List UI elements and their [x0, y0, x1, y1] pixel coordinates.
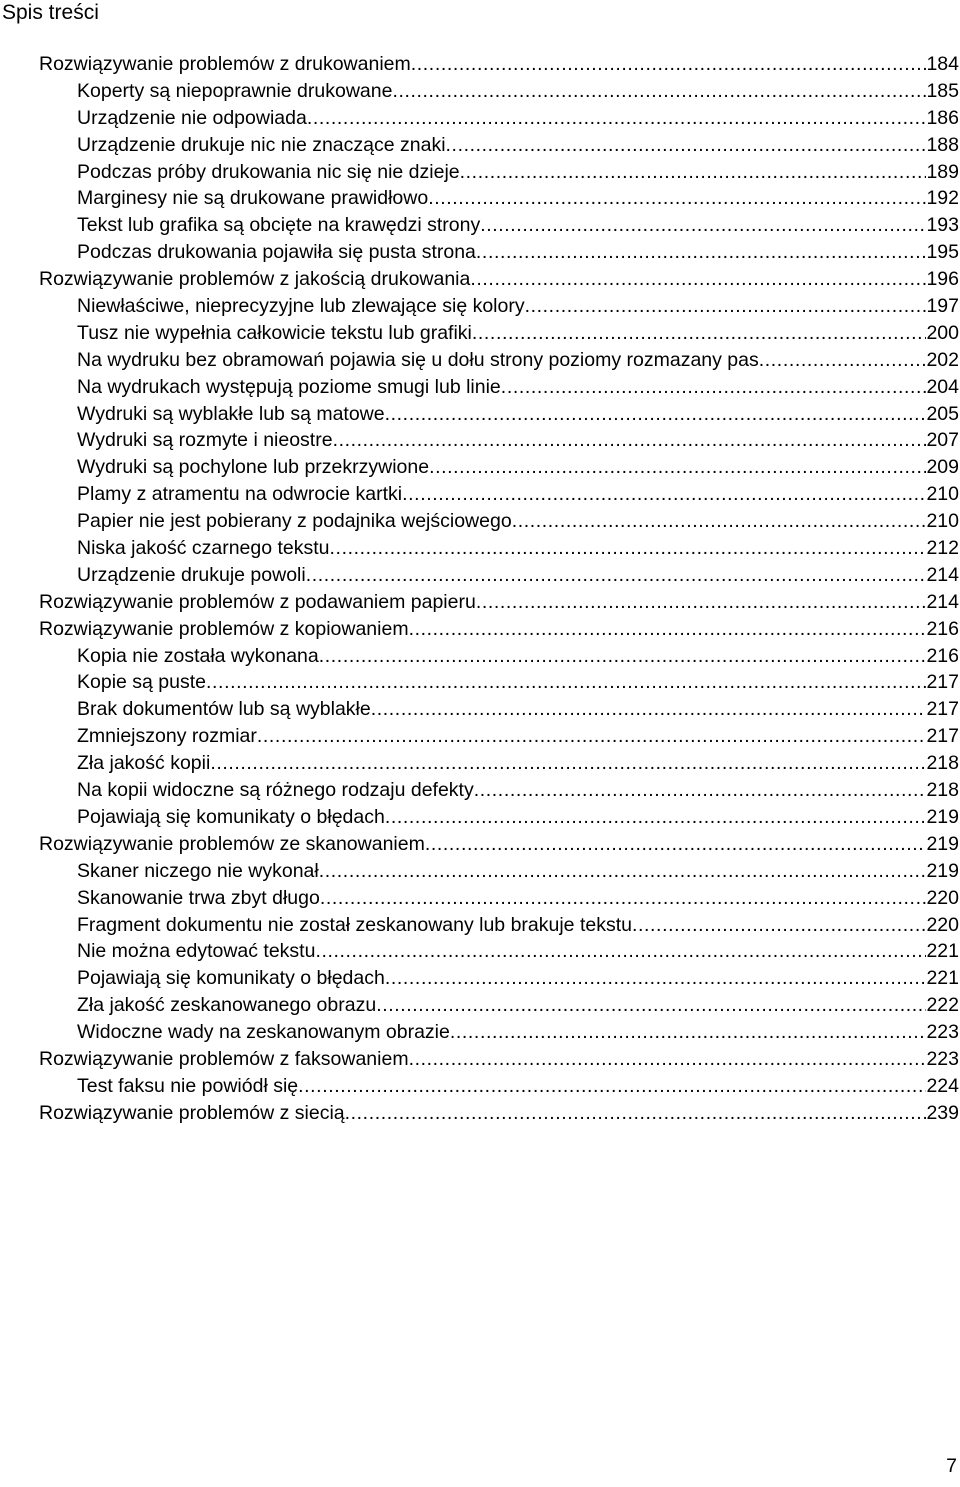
toc-subsection-link[interactable] [39, 212, 959, 239]
toc-section-link[interactable] [39, 266, 959, 293]
toc-entry-page: 217 [926, 698, 959, 721]
toc-entry-page: 218 [926, 752, 959, 775]
toc-entry-page: 221 [926, 967, 959, 990]
toc-entry-page: 205 [926, 402, 959, 425]
toc-subsection-link[interactable] [39, 239, 959, 266]
toc-entry-page: 214 [926, 590, 959, 613]
toc-subsection-link[interactable] [39, 669, 959, 696]
toc-dot-leader [474, 777, 927, 804]
toc-subsection-link[interactable] [39, 105, 959, 132]
toc-dot-leader [759, 347, 927, 374]
toc-entry-title: Rozwiązywanie problemów z faksowaniem [39, 1047, 409, 1070]
toc-entry-page: 220 [926, 913, 959, 936]
toc-entry-title: Fragment dokumentu nie został zeskanowany lub brakuje tekstu [77, 913, 632, 936]
toc-subsection-link[interactable] [39, 750, 959, 777]
toc-entry-page: 210 [926, 483, 959, 506]
toc-subsection-link[interactable] [39, 804, 959, 831]
toc-entry-title: Na wydruku bez obramowań pojawia się u dołu strony poziomy rozmazany pas [77, 348, 759, 371]
toc-entry-page: 195 [926, 241, 959, 264]
toc-subsection-link[interactable] [39, 132, 959, 159]
toc-dot-leader [480, 212, 926, 239]
toc-entry-title: Na kopii widoczne są różnego rodzaju defekty [77, 779, 474, 802]
table-of-contents [39, 51, 959, 1127]
toc-entry-title: Koperty są niepoprawnie drukowane [77, 79, 393, 102]
toc-entry-page: 224 [926, 1074, 959, 1097]
toc-section-link[interactable] [39, 1046, 959, 1073]
toc-dot-leader [411, 51, 927, 78]
toc-entry-title: Wydruki są wyblakłe lub są matowe [77, 402, 385, 425]
toc-dot-leader [476, 239, 927, 266]
toc-dot-leader [409, 1046, 927, 1073]
toc-dot-leader [525, 293, 927, 320]
toc-entry-page: 204 [926, 375, 959, 398]
toc-entry-title: Skanowanie trwa zbyt długo [77, 886, 320, 909]
toc-entry-page: 202 [926, 348, 959, 371]
toc-entry-page: 186 [926, 106, 959, 129]
toc-entry-title: Urządzenie drukuje nic nie znaczące znaki [77, 133, 446, 156]
toc-entry-title: Niska jakość czarnego tekstu [77, 537, 330, 560]
toc-subsection-link[interactable] [39, 293, 959, 320]
toc-entry-title: Podczas drukowania pojawiła się pusta strona [77, 241, 476, 264]
toc-entry-title: Urządzenie drukuje powoli [77, 563, 306, 586]
toc-subsection-link[interactable] [39, 938, 959, 965]
toc-entry-title: Pojawiają się komunikaty o błędach [77, 805, 385, 828]
toc-dot-leader [307, 105, 927, 132]
toc-subsection-link[interactable] [39, 508, 959, 535]
toc-dot-leader [476, 589, 927, 616]
toc-dot-leader [371, 696, 927, 723]
toc-entry-page: 219 [926, 832, 959, 855]
toc-entry-page: 216 [926, 644, 959, 667]
toc-entry-page: 217 [926, 671, 959, 694]
toc-entry-title: Rozwiązywanie problemów z jakością drukowania [39, 268, 471, 291]
toc-entry-page: 217 [926, 725, 959, 748]
toc-subsection-link[interactable] [39, 401, 959, 428]
toc-dot-leader [446, 132, 927, 159]
toc-entry-page: 219 [926, 805, 959, 828]
toc-section-link[interactable] [39, 51, 959, 78]
toc-dot-leader [429, 454, 926, 481]
toc-dot-leader [206, 669, 926, 696]
toc-dot-leader [512, 508, 927, 535]
toc-subsection-link[interactable] [39, 777, 959, 804]
toc-dot-leader [428, 185, 926, 212]
toc-entry-page: 192 [926, 187, 959, 210]
toc-subsection-link[interactable] [39, 723, 959, 750]
toc-entry-page: 222 [926, 994, 959, 1017]
toc-entry-title: Pojawiają się komunikaty o błędach [77, 967, 385, 990]
toc-dot-leader [425, 831, 927, 858]
toc-subsection-link[interactable] [39, 454, 959, 481]
toc-entry-title: Rozwiązywanie problemów z siecią [39, 1101, 345, 1124]
toc-entry-page: 221 [926, 940, 959, 963]
toc-entry-title: Widoczne wady na zeskanowanym obrazie [77, 1021, 450, 1044]
toc-entry-page: 184 [926, 53, 959, 75]
toc-dot-leader [450, 1019, 927, 1046]
toc-dot-leader [385, 965, 927, 992]
toc-dot-leader [315, 938, 926, 965]
toc-subsection-link[interactable] [39, 78, 959, 105]
toc-entry-title: Zła jakość zeskanowanego obrazu [77, 994, 377, 1017]
toc-entry-title: Skaner niczego nie wykonał [77, 859, 319, 882]
toc-dot-leader [501, 374, 927, 401]
toc-entry-title: Urządzenie nie odpowiada [77, 106, 307, 129]
toc-entry-title: Rozwiązywanie problemów z drukowaniem [39, 53, 411, 75]
toc-subsection-link[interactable] [39, 696, 959, 723]
toc-entry-page: 210 [926, 510, 959, 533]
toc-section-link[interactable] [39, 589, 959, 616]
toc-entry-title: Papier nie jest pobierany z podajnika wejściowego [77, 510, 512, 533]
toc-entry-page: 223 [926, 1047, 959, 1070]
toc-entry-title: Zmniejszony rozmiar [77, 725, 257, 748]
toc-entry-page: 218 [926, 779, 959, 802]
page-title: Spis treści [2, 1, 99, 24]
toc-entry-page: 189 [926, 160, 959, 183]
page-number: 7 [946, 1455, 957, 1477]
toc-dot-leader [376, 992, 926, 1019]
toc-subsection-link[interactable] [39, 159, 959, 186]
toc-dot-leader [470, 266, 926, 293]
toc-entry-title: Wydruki są rozmyte i nieostre [77, 429, 333, 452]
toc-subsection-link[interactable] [39, 643, 959, 670]
toc-entry-title: Brak dokumentów lub są wyblakłe [77, 698, 371, 721]
toc-entry-title: Kopia nie została wykonana [77, 644, 319, 667]
toc-dot-leader [385, 804, 927, 831]
toc-subsection-link[interactable] [39, 1073, 959, 1100]
toc-entry-page: 212 [926, 537, 959, 560]
toc-subsection-link[interactable] [39, 1019, 959, 1046]
toc-dot-leader [257, 723, 927, 750]
toc-entry-page: 219 [926, 859, 959, 882]
toc-entry-title: Niewłaściwe, nieprecyzyjne lub zlewające się kolory [77, 295, 525, 318]
toc-entry-page: 223 [926, 1021, 959, 1044]
toc-subsection-link[interactable] [39, 885, 959, 912]
toc-subsection-link[interactable] [39, 320, 959, 347]
toc-entry-page: 188 [926, 133, 959, 156]
toc-entry-page: 197 [926, 295, 959, 318]
toc-entry-title: Nie można edytować tekstu [77, 940, 316, 963]
toc-subsection-link[interactable] [39, 858, 959, 885]
toc-dot-leader [298, 1073, 926, 1100]
toc-dot-leader [632, 912, 926, 939]
toc-entry-title: Tekst lub grafika są obcięte na krawędzi strony [77, 214, 481, 237]
toc-entry-page: 185 [926, 79, 959, 102]
toc-dot-leader [345, 1100, 927, 1127]
toc-subsection-link[interactable] [39, 562, 959, 589]
toc-entry-page: 200 [926, 321, 959, 344]
toc-entry-page: 207 [926, 429, 959, 452]
toc-entry-page: 239 [926, 1101, 959, 1124]
toc-entry-page: 216 [926, 617, 959, 640]
toc-subsection-link[interactable] [39, 535, 959, 562]
toc-subsection-link[interactable] [39, 185, 959, 212]
toc-dot-leader [333, 427, 927, 454]
toc-subsection-link[interactable] [39, 965, 959, 992]
toc-dot-leader [392, 78, 926, 105]
toc-dot-leader [460, 159, 927, 186]
toc-dot-leader [330, 535, 927, 562]
toc-subsection-link[interactable] [39, 347, 959, 374]
toc-section-link[interactable] [39, 616, 959, 643]
toc-entry-title: Rozwiązywanie problemów z kopiowaniem [39, 617, 409, 640]
toc-entry-page: 196 [926, 268, 959, 291]
toc-dot-leader [320, 885, 927, 912]
toc-dot-leader [319, 858, 927, 885]
toc-entry-title: Marginesy nie są drukowane prawidłowo [77, 187, 429, 210]
toc-dot-leader [385, 401, 927, 428]
toc-subsection-link[interactable] [39, 912, 959, 939]
toc-subsection-link[interactable] [39, 992, 959, 1019]
toc-entry-page: 214 [926, 563, 959, 586]
toc-subsection-link[interactable] [39, 374, 959, 401]
toc-entry-title: Tusz nie wypełnia całkowicie tekstu lub grafiki [77, 321, 472, 344]
toc-entry-page: 193 [926, 214, 959, 237]
toc-entry-title: Zła jakość kopii [77, 752, 211, 775]
toc-entry-title: Na wydrukach występują poziome smugi lub linie [77, 375, 501, 398]
toc-entry-title: Kopie są puste [77, 671, 207, 694]
toc-dot-leader [306, 562, 927, 589]
toc-entry-page: 209 [926, 456, 959, 479]
toc-entry-title: Wydruki są pochylone lub przekrzywione [77, 456, 430, 479]
toc-entry-title: Podczas próby drukowania nic się nie dzieje [77, 160, 460, 183]
toc-entry-title: Rozwiązywanie problemów z podawaniem papieru [39, 590, 476, 613]
toc-dot-leader [210, 750, 926, 777]
toc-entry-title: Plamy z atramentu na odwrocie kartki [77, 483, 403, 506]
toc-entry-page: 220 [926, 886, 959, 909]
toc-dot-leader [319, 643, 927, 670]
toc-dot-leader [472, 320, 927, 347]
toc-dot-leader [409, 616, 927, 643]
toc-subsection-link[interactable] [39, 481, 959, 508]
toc-entry-title: Rozwiązywanie problemów ze skanowaniem [39, 832, 425, 855]
toc-section-link[interactable] [39, 831, 959, 858]
toc-subsection-link[interactable] [39, 427, 959, 454]
toc-dot-leader [402, 481, 926, 508]
toc-entry-title: Test faksu nie powiódł się [77, 1074, 299, 1097]
toc-section-link[interactable] [39, 1100, 959, 1127]
